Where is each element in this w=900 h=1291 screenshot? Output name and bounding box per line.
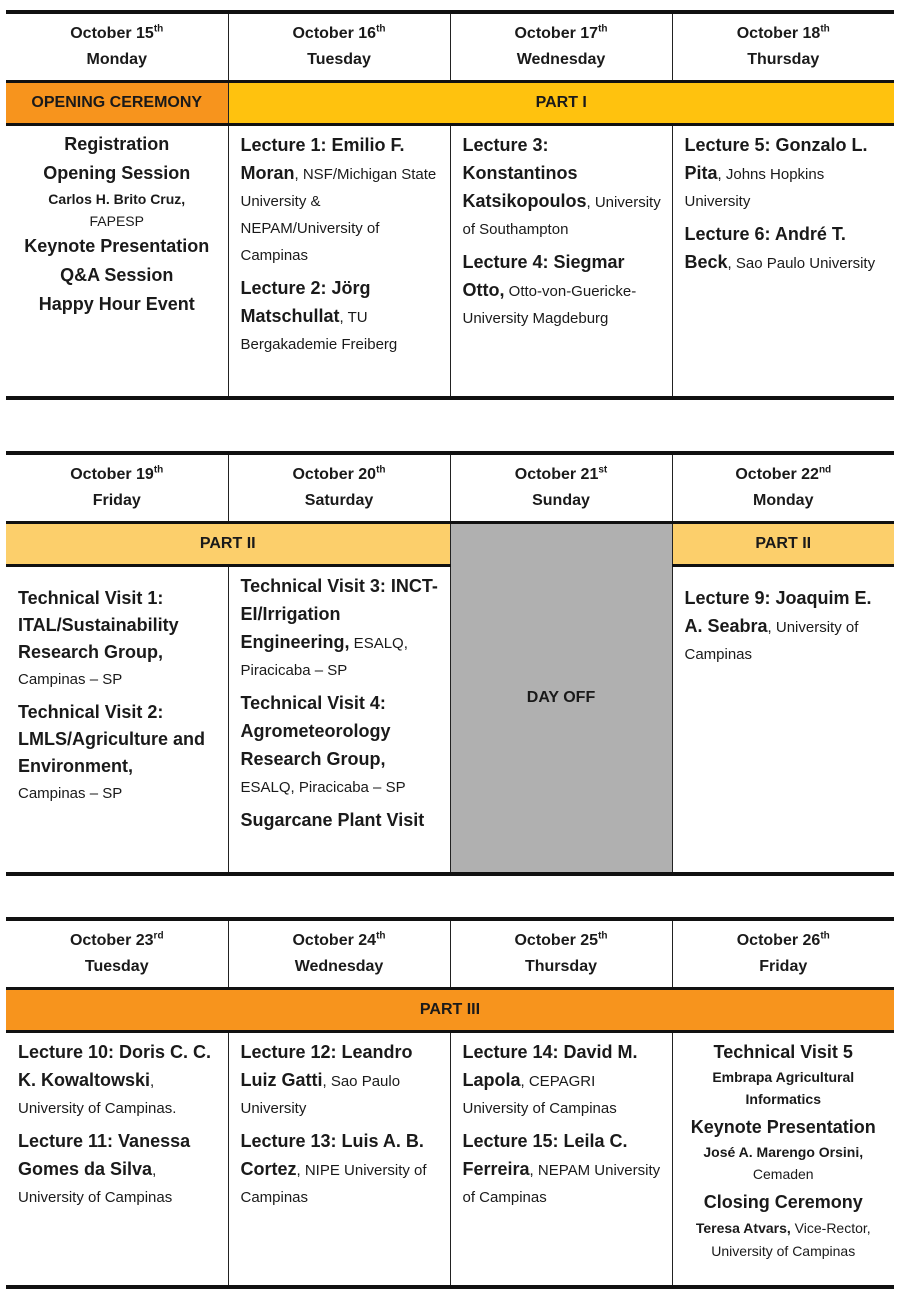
date-header: October 22nd Monday (672, 453, 894, 523)
lecture-entry: Lecture 10: Doris C. C. K. Kowaltowski, University of Campinas. (18, 1042, 212, 1117)
week3-table (6, 917, 894, 1289)
date-header: October 26th Friday (672, 919, 894, 989)
lecture-entry: Lecture 2: Jörg Matschullat, TU Bergakademie Freiberg (240, 278, 398, 353)
part2-band: PART II (672, 523, 894, 566)
lecture-entry: Lecture 6: André T. Beck, Sao Paulo University (684, 224, 876, 272)
closing-speaker-org: University of Campinas (711, 1243, 856, 1259)
visit-entry: Sugarcane Plant Visit (240, 810, 425, 830)
keynote-item: Keynote Presentation (24, 236, 210, 256)
opening-cell (6, 125, 228, 398)
visit-entry: Technical Visit 3: INCT-EI/Irrigation Engineering, ESALQ, Piracicaba – SP (240, 576, 438, 679)
date-header: October 17th Wednesday (450, 12, 672, 82)
date-header: October 16th Tuesday (228, 12, 450, 82)
closing-ceremony-item: Closing Ceremony (703, 1192, 863, 1212)
date-header: October 15th Monday (6, 12, 228, 82)
week1-band-row (6, 82, 894, 125)
date-header: October 20th Saturday (228, 453, 450, 523)
week1-header-row (6, 12, 894, 82)
part1-band: PART I (228, 82, 894, 125)
technical-visit-5: Technical Visit 5 (713, 1042, 853, 1062)
week3-band-row (6, 989, 894, 1032)
schedule-cell (672, 566, 894, 874)
lecture-entry: Lecture 14: David M. Lapola, CEPAGRI University of Campinas (462, 1042, 638, 1117)
lecture-entry: Lecture 4: Siegmar Otto, Otto-von-Guericke-University Magdeburg (462, 252, 637, 327)
week2-header-row (6, 453, 894, 523)
schedule-cell (228, 566, 450, 874)
qa-item: Q&A Session (60, 265, 174, 285)
week3-body-row (6, 1032, 894, 1287)
lecture-entry: Lecture 12: Leandro Luiz Gatti, Sao Paulo University (240, 1042, 413, 1117)
lecture-entry: Lecture 9: Joaquim E. A. Seabra, University of Campinas (684, 588, 872, 663)
schedule-cell (450, 1032, 672, 1287)
part2-band: PART II (6, 523, 450, 566)
keynote-item: Keynote Presentation (690, 1117, 876, 1137)
lecture-entry: Lecture 1: Emilio F. Moran, NSF/Michigan State University & NEPAM/University of Campinas (240, 135, 437, 264)
keynote-speaker-org: Cemaden (752, 1166, 814, 1182)
schedule-cell (6, 566, 228, 874)
lecture-entry: Lecture 3: Konstantinos Katsikopoulos, University of Southampton (462, 135, 661, 238)
visit-entry: Technical Visit 4: Agrometeorology Research Group, ESALQ, Piracicaba – SP (240, 693, 406, 796)
closing-speaker: Teresa Atvars, Vice-Rector, (695, 1220, 871, 1236)
week1-table (6, 10, 894, 400)
opening-session-item: Opening Session (43, 163, 191, 183)
date-header: October 23rd Tuesday (6, 919, 228, 989)
week2-band-row (6, 523, 894, 566)
date-header: October 18th Thursday (672, 12, 894, 82)
week1-body-row (6, 125, 894, 398)
lecture-entry: Lecture 11: Vanessa Gomes da Silva, University of Campinas (18, 1131, 191, 1206)
date-header: October 24th Wednesday (228, 919, 450, 989)
keynote-speaker: José A. Marengo Orsini, (703, 1144, 864, 1160)
opening-speaker-org: FAPESP (89, 213, 144, 229)
schedule-cell (6, 1032, 228, 1287)
technical-visit-5-org: Embrapa Agricultural Informatics (712, 1069, 855, 1107)
schedule-cell (450, 125, 672, 398)
part3-band: PART III (6, 989, 894, 1032)
lecture-entry: Lecture 5: Gonzalo L. Pita, Johns Hopkins University (684, 135, 868, 210)
date-header: October 21st Sunday (450, 453, 672, 523)
date-header: October 19th Friday (6, 453, 228, 523)
lecture-entry: Lecture 13: Luis A. B. Cortez, NIPE University of Campinas (240, 1131, 427, 1206)
week3-header-row (6, 919, 894, 989)
visit-entry: Technical Visit 1: ITAL/Sustainability Research Group, Campinas – SP (18, 588, 179, 688)
opening-speaker: Carlos H. Brito Cruz, (48, 191, 186, 207)
closing-cell (672, 1032, 894, 1287)
visit-entry: Technical Visit 2: LMLS/Agriculture and Environment, Campinas – SP (18, 702, 206, 802)
date-header: October 25th Thursday (450, 919, 672, 989)
opening-ceremony-band: OPENING CEREMONY (6, 82, 228, 125)
lecture-entry: Lecture 15: Leila C. Ferreira, NEPAM University of Campinas (462, 1131, 661, 1206)
registration-item: Registration (64, 134, 170, 154)
schedule-cell (228, 1032, 450, 1287)
schedule-cell (672, 125, 894, 398)
week2-table (6, 451, 894, 876)
schedule-cell (228, 125, 450, 398)
happy-hour-item: Happy Hour Event (38, 294, 195, 314)
day-off-cell: DAY OFF (450, 523, 672, 874)
